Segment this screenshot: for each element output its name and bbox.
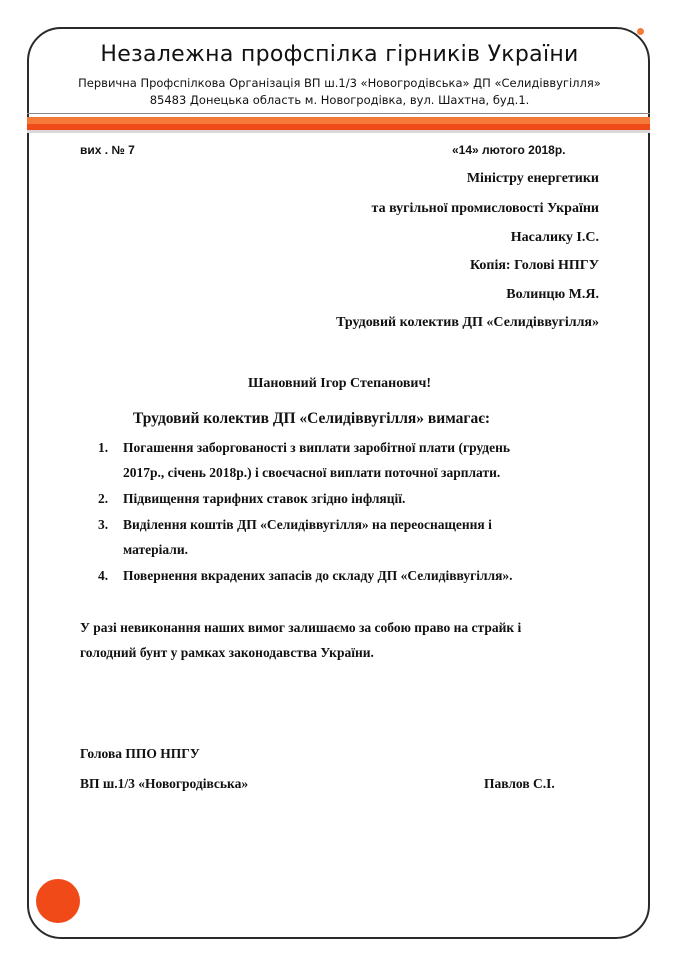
demand-number: 4. (98, 568, 109, 583)
orange-circle-mark (36, 879, 80, 923)
signatory-unit: ВП ш.1/3 «Новогродівська» (80, 776, 249, 791)
header-band-orange (27, 117, 650, 124)
signatory-name: Павлов С.І. (484, 776, 555, 791)
signatory-position: Голова ППО НПГУ (80, 746, 200, 761)
addressee-line: Міністру енергетики (466, 171, 599, 186)
addressee-line: та вугільної промисловості України (371, 201, 599, 216)
demand-number: 1. (98, 440, 109, 455)
demand-line: Підвищення тарифних ставок згідно інфляції. (123, 491, 406, 506)
demand-line: Повернення вкрадених запасів до складу ДП «Селидіввугілля». (123, 568, 513, 583)
addressee-line: Трудовий колектив ДП «Селидіввугілля» (336, 315, 599, 330)
addressee-line: Волинцю М.Я. (506, 287, 599, 302)
addressee-line: Насалику І.С. (510, 230, 599, 245)
header-rule (27, 113, 650, 114)
demand-number: 2. (98, 491, 109, 506)
demand-number: 3. (98, 517, 109, 532)
letterhead-address: 85483 Донецька область м. Новогродівка, вул. Шахтна, буд.1. (149, 93, 530, 107)
demand-line: матеріали. (123, 542, 188, 557)
greeting: Шановний Ігор Степанович! (247, 376, 432, 391)
corner-dot (637, 28, 644, 35)
demand-line: Погашення заборгованості з виплати заробітної плати (грудень (123, 440, 511, 455)
header-band-grey (27, 130, 650, 133)
warning-line: голодний бунт у рамках законодавства України. (80, 645, 374, 660)
letter-date: «14» лютого 2018р. (452, 143, 566, 157)
demand-line: Виділення коштів ДП «Селидіввугілля» на переоснащення і (123, 517, 492, 532)
page-frame (27, 27, 650, 939)
demands-header: Трудовий колектив ДП «Селидіввугілля» вимагає: (133, 410, 491, 427)
letterhead-subtitle: Первична Профспілкова Організація ВП ш.1/3 «Новогродівська» ДП «Селидіввугілля» (78, 76, 601, 90)
warning-line: У разі невиконання наших вимог залишаємо за собою право на страйк і (80, 620, 522, 635)
outgoing-number: вих . № 7 (80, 143, 135, 157)
demand-line: 2017р., січень 2018р.) і своєчасної виплати поточної зарплати. (123, 465, 501, 480)
addressee-line: Копія: Голові НПГУ (469, 258, 599, 273)
letterhead-title: Незалежна профспілка гірників України (100, 42, 579, 67)
